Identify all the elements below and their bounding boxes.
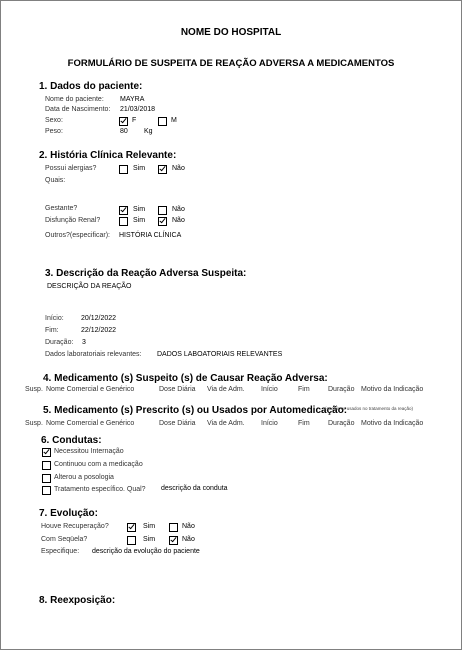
pregnant-yes-label: Sim	[133, 206, 146, 213]
allergies-yes-checkbox[interactable]	[119, 165, 128, 174]
sequel-label: Com Seqüela?	[41, 536, 88, 543]
section-conduct-title: 6. Condutas:	[41, 435, 102, 446]
sequel-yes-label: Sim	[143, 536, 156, 543]
prescribed-col-start: Início	[261, 420, 278, 427]
end-label: Fim:	[45, 327, 59, 334]
patient-name-value[interactable]: MAYRA	[120, 96, 145, 103]
section-history-title: 2. História Clínica Relevante:	[39, 150, 177, 161]
allergies-label: Possui alergias?	[45, 165, 97, 172]
sequel-no-label: Não	[182, 536, 195, 543]
suspect-col-susp: Susp.	[25, 386, 43, 393]
prescribed-col-duration: Duração	[328, 420, 355, 427]
section-patient-title: 1. Dados do paciente:	[39, 81, 143, 92]
start-value[interactable]: 20/12/2022	[81, 315, 117, 322]
section-suspect-title: 4. Medicamento (s) Suspeito (s) de Causar Reação Adversa:	[43, 373, 328, 384]
recovery-label: Houve Recuperação?	[41, 523, 109, 530]
section-prescribed-title: 5. Medicamento (s) Prescrito (s) ou Usados por Automedicação:	[43, 405, 348, 416]
suspect-col-start: Início	[261, 386, 278, 393]
conduct-continued-checkbox[interactable]	[42, 461, 51, 470]
specify-label: Especifique:	[41, 548, 80, 555]
weight-label: Peso:	[45, 128, 63, 135]
start-label: Início:	[45, 315, 64, 322]
weight-value[interactable]: 80	[120, 128, 128, 135]
conduct-treatment-label: Tratamento específico. Qual?	[54, 486, 146, 493]
weight-unit: Kg	[144, 128, 153, 135]
dob-value[interactable]: 21/03/2018	[120, 106, 156, 113]
pregnant-no-label: Não	[172, 206, 185, 213]
prescribed-note: (excluir os usados no tratamento da reação)	[325, 406, 414, 411]
section-evolution-title: 7. Evolução:	[39, 508, 98, 519]
suspect-col-end: Fim	[298, 386, 310, 393]
conduct-dosage-checkbox[interactable]	[42, 474, 51, 483]
patient-name-label: Nome do paciente:	[45, 96, 104, 103]
renal-no-checkbox[interactable]	[158, 217, 167, 226]
duration-label: Duração:	[45, 339, 74, 346]
pregnant-label: Gestante?	[45, 205, 78, 212]
sex-f-checkbox[interactable]	[119, 117, 128, 126]
hospital-name: NOME DO HOSPITAL	[180, 27, 282, 38]
suspect-col-dose: Dose Diária	[159, 386, 196, 393]
renal-no-label: Não	[172, 217, 185, 224]
prescribed-col-dose: Dose Diária	[159, 420, 196, 427]
sequel-yes-checkbox[interactable]	[127, 536, 136, 545]
lab-label: Dados laboratoriais relevantes:	[45, 351, 142, 358]
renal-yes-label: Sim	[133, 217, 146, 224]
pregnant-yes-checkbox[interactable]	[119, 206, 128, 215]
allergies-no-checkbox[interactable]	[158, 165, 167, 174]
prescribed-col-reason: Motivo da Indicação	[361, 420, 424, 427]
specify-value[interactable]: descrição da evolução do paciente	[92, 548, 200, 555]
prescribed-col-susp: Susp.	[25, 420, 43, 427]
prescribed-col-end: Fim	[298, 420, 310, 427]
others-value[interactable]: HISTÓRIA CLÍNICA	[119, 232, 182, 239]
conduct-treatment-checkbox[interactable]	[42, 486, 51, 495]
renal-label: Disfunção Renal?	[45, 217, 101, 224]
recovery-no-label: Não	[182, 523, 195, 530]
sequel-no-checkbox[interactable]	[169, 536, 178, 545]
duration-value[interactable]: 3	[82, 339, 86, 346]
recovery-no-checkbox[interactable]	[169, 523, 178, 532]
conduct-hospitalization-label: Necessitou Internação	[54, 448, 124, 455]
prescribed-col-route: Via de Adm.	[207, 420, 245, 427]
which-allergies-label: Quais:	[45, 177, 66, 184]
others-label: Outros?(especificar):	[45, 232, 110, 239]
recovery-yes-checkbox[interactable]	[127, 523, 136, 532]
sex-label: Sexo:	[45, 117, 63, 124]
lab-value[interactable]: DADOS LABOATORIAIS RELEVANTES	[157, 351, 283, 358]
allergies-no-label: Não	[172, 165, 185, 172]
conduct-dosage-label: Alterou a posologia	[54, 474, 114, 481]
section-reexposure-title: 8. Reexposição:	[39, 595, 116, 606]
suspect-col-name: Nome Comercial e Genérico	[46, 386, 135, 393]
allergies-yes-label: Sim	[133, 165, 146, 172]
recovery-yes-label: Sim	[143, 523, 156, 530]
renal-yes-checkbox[interactable]	[119, 217, 128, 226]
sex-m-checkbox[interactable]	[158, 117, 167, 126]
suspect-col-route: Via de Adm.	[207, 386, 245, 393]
form-title: FORMULÁRIO DE SUSPEITA DE REAÇÃO ADVERSA A MEDICAMENTOS	[67, 58, 395, 69]
conduct-hospitalization-checkbox[interactable]	[42, 448, 51, 457]
section-reaction-title: 3. Descrição da Reação Adversa Suspeita:	[45, 268, 247, 279]
suspect-col-duration: Duração	[328, 386, 355, 393]
suspect-col-reason: Motivo da Indicação	[361, 386, 424, 393]
sex-f-label: F	[132, 117, 137, 124]
dob-label: Data de Nascimento:	[45, 106, 111, 113]
sex-m-label: M	[171, 117, 177, 124]
conduct-treatment-value[interactable]: descrição da conduta	[161, 485, 228, 492]
conduct-continued-label: Continuou com a medicação	[54, 461, 143, 468]
pregnant-no-checkbox[interactable]	[158, 206, 167, 215]
reaction-description[interactable]: DESCRIÇÃO DA REAÇÃO	[47, 283, 132, 290]
end-value[interactable]: 22/12/2022	[81, 327, 117, 334]
prescribed-col-name: Nome Comercial e Genérico	[46, 420, 135, 427]
